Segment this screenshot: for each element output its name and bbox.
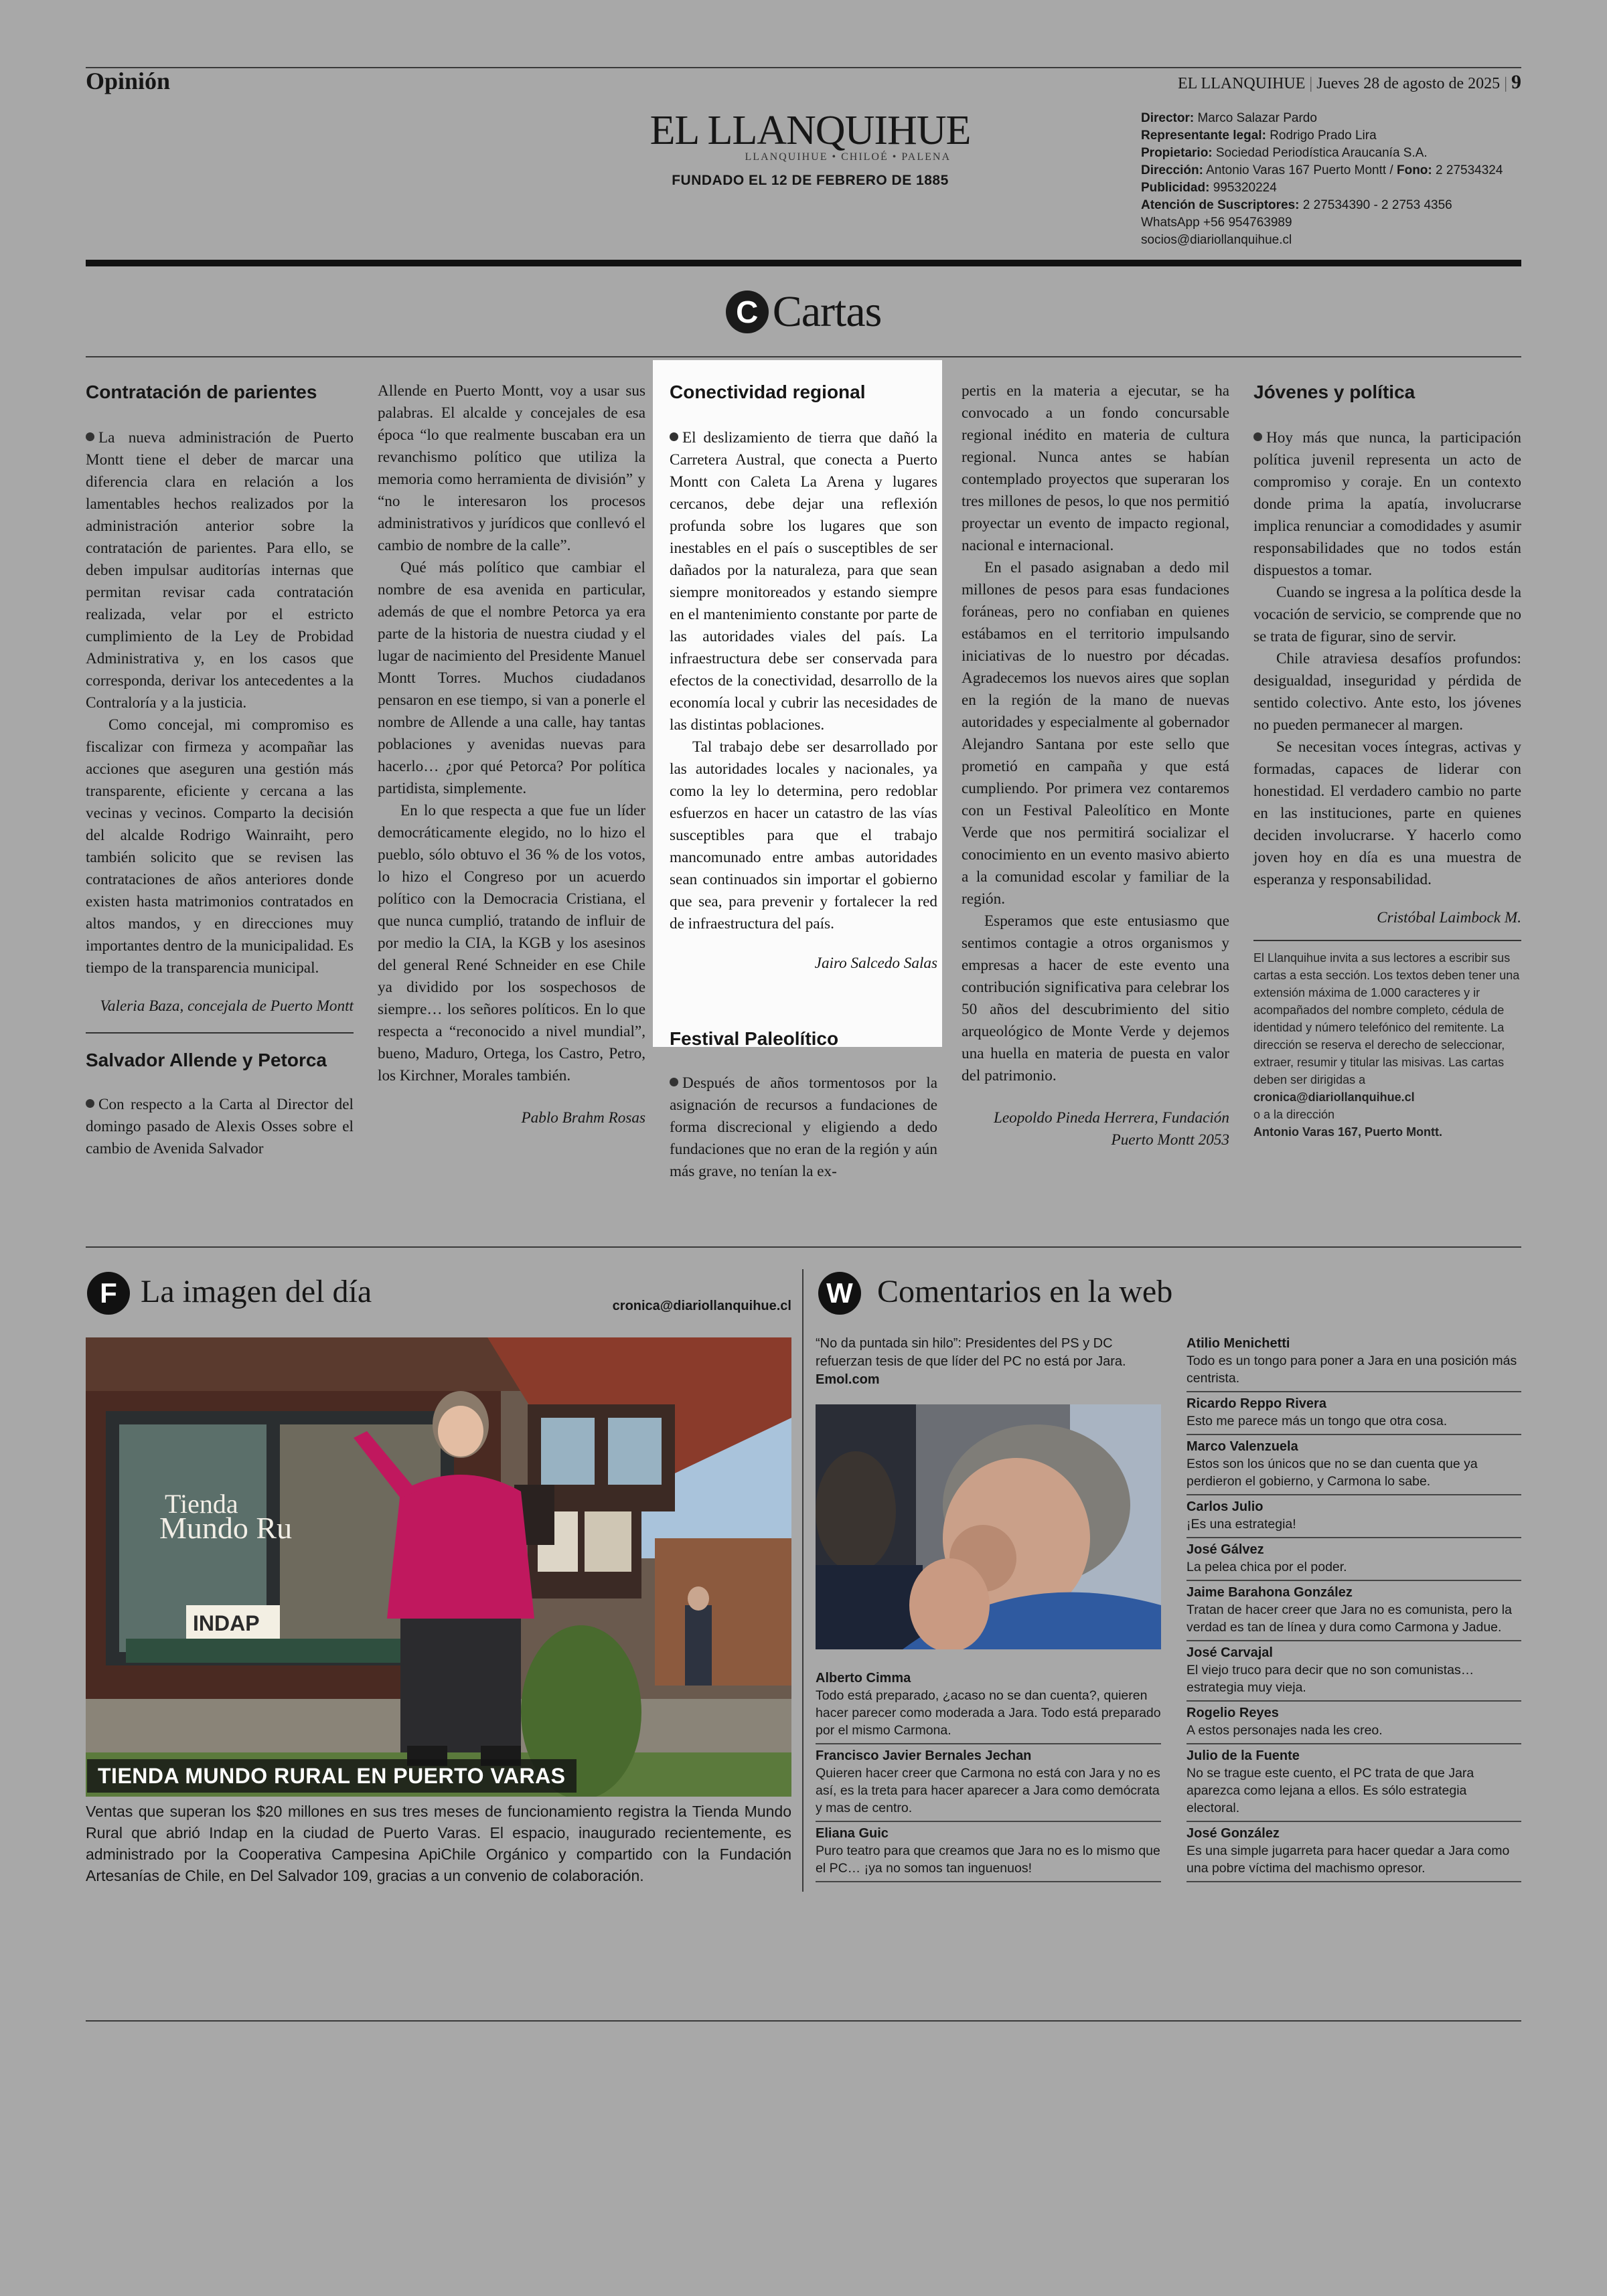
comment-author: Julio de la Fuente (1187, 1748, 1300, 1763)
comment-item (1187, 1495, 1521, 1538)
cartas-header (0, 286, 1607, 337)
letter-title: Conectividad regional (670, 382, 866, 402)
divider (1253, 940, 1521, 941)
comment-author: Jaime Barahona González (1187, 1585, 1353, 1600)
comment-author: Rogelio Reyes (1187, 1706, 1279, 1720)
credit-email[interactable]: socios@diariollanquihue.cl (1141, 233, 1292, 247)
comment-text: Es una simple jugarreta para hacer quedar a Jara como una pobre víctima del machismo opresor. (1187, 1843, 1510, 1876)
letter-paragraph: Tal trabajo debe ser desarrollado por las autoridades locales y nacionales, ya como la ley lo determina, pero redoblar esfuerzos en hacer un catastro de las vías susceptibles para que el trabajo mancomunado entre ambas autoridades sean continuados sin importar el gobierno que sea, para prevenir y fortalecer la red de infraestructura del país. (670, 738, 937, 932)
page-info: EL LLANQUIHUE | Jueves 28 de agosto de 2025 | 9 (1178, 71, 1521, 93)
comment-author: Atilio Menichetti (1187, 1336, 1290, 1351)
submission-or: o a la dirección (1253, 1108, 1335, 1121)
storefront-text: INDAP (193, 1611, 260, 1635)
section-rule (86, 1246, 1521, 1248)
letter-paragraph: El deslizamiento de tierra que dañó la Carretera Austral, que conecta a Puerto Montt con Caleta La Arena y lugares cercanos, debe dejar una reflexión profunda sobre los lugares que son inestables en el país o susceptibles de ser dañados por la naturaleza, para que sean siempre monitoreados y estando siempre en el mantenimiento constante por parte de las autoridades viales del país. La infraestructura debe ser conservada para efectos de la conectividad, desarrollo de la economía local y cubrir las necesidades de las distintas poblaciones. (670, 429, 937, 734)
bullet-icon (86, 1099, 94, 1108)
comment-text: A estos personajes nada les creo. (1187, 1723, 1383, 1738)
credit-row: Representante legal: Rodrigo Prado Lira (1141, 129, 1377, 143)
letter-signature: Pablo Brahm Rosas (521, 1109, 645, 1127)
divider (86, 1032, 354, 1034)
comment-author: Marco Valenzuela (1187, 1439, 1298, 1454)
photo-title: TIENDA MUNDO RURAL EN PUERTO VARAS (87, 1759, 577, 1793)
letter-paragraph: La nueva administración de Puerto Montt tiene el deber de marcar una diferencia clara en relación a los lamentables hechos realizados por la administración anterior sobre la contratación de parientes. Para ello, se deben impulsar auditorías internas que permitan revisar cada contratación realizada, velar por el estricto cumplimiento de la Ley de Probidad Administrativa y, en los casos que corresponda, derivar los antecedentes a la Contraloría y a la justicia. (86, 429, 354, 712)
letter-signature: Valeria Baza, concejala de Puerto Montt (100, 997, 354, 1015)
letter-paragraph: Esperamos que este entusiasmo que sentimos contagie a otros organismos y empresas a hacer de este evento una contribución significativa para celebrar los 50 años del descubrimiento del sitio arqueológico de Monte Verde y dejemos una huella en materia de puesta en valor del patrimonio. (962, 912, 1229, 1084)
letter-paragraph: Como concejal, mi compromiso es fiscalizar con firmeza y acompañar las acciones que aseguren una gestión más transparente, eficiente y cercana a las vecinas y vecinos. Comparto la decisión del alcalde Rodrigo Wainraiht, pero también solicito que se revisen las contrataciones de años anteriores donde existen hasta matrimonios contratados en altos mandos, y en direcciones muy importantes dentro de la municipalidad. Es tiempo de la transparencia municipal. (86, 716, 354, 977)
storefront-text: Mundo Ru (159, 1511, 293, 1545)
top-rule (86, 67, 1521, 68)
letter-title: Festival Paleolítico (670, 1028, 839, 1049)
submission-note (1253, 949, 1521, 1141)
credit-row: WhatsApp +56 954763989 (1141, 216, 1292, 230)
comment-text: Puro teatro para que creamos que Jara no es lo mismo que el PC… ¡ya no somos tan inguenuos! (816, 1843, 1160, 1876)
comment-author: Francisco Javier Bernales Jechan (816, 1748, 1032, 1763)
comment-item (816, 1744, 1161, 1822)
comment-author: José Carvajal (1187, 1645, 1273, 1660)
comment-text: Todo está preparado, ¿acaso no se dan cuenta?, quieren hacer parecer como moderada a Jara. Todo está preparado por el mismo Carmona. (816, 1688, 1161, 1738)
comment-text: ¡Es una estrategia! (1187, 1517, 1296, 1532)
comment-item (1187, 1744, 1521, 1822)
web-lead-source[interactable]: Emol.com (816, 1372, 880, 1387)
web-lead (816, 1335, 1150, 1389)
web-lead-text: “No da puntada sin hilo”: Presidentes del PS y DC refuerzan tesis de que líder del PC no está por Jara. (816, 1336, 1126, 1369)
letter-paragraph: pertis en la materia a ejecutar, se ha convocado a un fondo concursable regional inédito en materia de cultura regional. Nunca antes se habían contemplado proyectos que superaran los tres millones de pesos, lo que nos permitió proyectar un evento de impacto regional, nacional e internacional. (962, 382, 1229, 554)
submission-email[interactable]: cronica@diariollanquihue.cl (1253, 1090, 1415, 1104)
comment-text: Estos son los únicos que no se dan cuenta que ya perdieron el gobierno, y Carmona lo sabe. (1187, 1457, 1478, 1489)
storefront-text: Tienda (165, 1489, 238, 1519)
comment-item (1187, 1332, 1521, 1392)
comment-author: Ricardo Reppo Rivera (1187, 1396, 1326, 1411)
comment-item (1187, 1581, 1521, 1641)
bullet-icon (670, 1078, 678, 1086)
letter-title: Jóvenes y política (1253, 382, 1415, 402)
masthead-regions: LLANQUIHUE • CHILOÉ • PALENA (745, 151, 951, 163)
comment-text: La pelea chica por el poder. (1187, 1560, 1347, 1574)
letter-title: Salvador Allende y Petorca (86, 1050, 327, 1070)
cartas-icon: C (726, 291, 769, 333)
column-1 (86, 375, 354, 1160)
politician-illustration (816, 1404, 1161, 1649)
masthead-logo: EL LLANQUIHUE (649, 108, 971, 153)
bullet-icon (1253, 432, 1262, 441)
web-title: Comentarios en la web (877, 1274, 1173, 1309)
paper-name: EL LLANQUIHUE (1178, 75, 1306, 92)
page-date: Jueves 28 de agosto de 2025 (1316, 75, 1501, 92)
letter-paragraph: En el pasado asignaban a dedo mil millones de pesos para esas fundaciones foráneas, pero no confiaban en quienes estábamos en el territorio impulsando iniciativas de lo nuestro por décadas. Agradecemos los nuevos aires que soplan en la región de la mano de nuevas autoridades y especialmente al gobernador Alejandro Santana por este sello que prometió en campaña y que está cumpliendo. Por primera vez contaremos con un Festival Paleolítico en Monte Verde que nos permitirá socializar el conocimiento en un evento masivo abierto a la comunidad escolar y familiar de la región. (962, 559, 1229, 908)
cartas-rule (86, 356, 1521, 357)
comment-text: Todo es un tongo para poner a Jara en una posición más centrista. (1187, 1354, 1517, 1386)
comment-item (1187, 1392, 1521, 1435)
imagen-icon: F (87, 1272, 130, 1315)
comment-author: Alberto Cimma (816, 1671, 911, 1686)
submission-address: Antonio Varas 167, Puerto Montt. (1253, 1125, 1443, 1139)
cartas-title: Cartas (772, 287, 882, 336)
letter-paragraph: Chile atraviesa desafíos profundos: desigualdad, inseguridad y pérdida de sentido colectivo. Ante esto, los jóvenes no pueden permanecer al margen. (1253, 650, 1521, 734)
comment-author: Eliana Guic (816, 1826, 889, 1841)
letter-signature: Jairo Salcedo Salas (814, 955, 937, 972)
column-2 (378, 380, 645, 1129)
comment-item (1187, 1702, 1521, 1744)
comment-author: José Gálvez (1187, 1542, 1264, 1557)
comment-item (816, 1667, 1161, 1744)
masthead-founded: FUNDADO EL 12 DE FEBRERO DE 1885 (672, 173, 949, 188)
page-number: 9 (1511, 71, 1521, 93)
comments-right (1187, 1332, 1521, 1882)
letter-signature: Leopoldo Pineda Herrera, Fundación Puerto Montt 2053 (993, 1109, 1229, 1149)
comment-text: Esto me parece más un tongo que otra cosa. (1187, 1414, 1448, 1428)
letter-paragraph: Se necesitan voces íntegras, activas y formadas, capaces de liderar con honestidad. El verdadero cambio no parte en las instituciones, parte en quienes deciden involucrarse. Y hacerlo como joven hoy en día es una muestra de esperanza y responsabilidad. (1253, 738, 1521, 888)
bullet-icon (670, 432, 678, 441)
column-divider (802, 1269, 804, 1892)
letter-paragraph: Qué más político que cambiar el nombre de esa avenida en particular, además de que el nombre Petorca ya era parte de la historia de nuestra ciudad y el lugar de nacimiento del Presidente Manuel Montt Torres. Muchos ciudadanos pensaron en ese tiempo, si van a ponerle el nombre de Allende a una calle, hay tantas poblaciones y avenidas nuevas para hacerlo… ¿por qué Petorca? Por política partidista, simplemente. (378, 559, 645, 797)
photo-politician (816, 1404, 1161, 1649)
column-3 (670, 375, 937, 1183)
comment-author: Carlos Julio (1187, 1499, 1264, 1514)
imagen-title: La imagen del día (141, 1274, 372, 1309)
credit-row: Atención de Suscriptores: 2 27534390 - 2 2753 4356 (1141, 198, 1452, 212)
letter-paragraph: Allende en Puerto Montt, voy a usar sus palabras. El alcalde y concejales de esa época “lo que realmente buscaban era un revanchismo político que utiliza la memoria como herramienta de división” y “no le interesaron los procesos administrativos y jurídicos que conllevó el cambio de nombre de la calle”. (378, 382, 645, 554)
letter-paragraph: Después de años tormentosos por la asignación de recursos a fundaciones de forma discrecional y eligiendo a dedo fundaciones que no eran de la región y aún más grave, no tenían la ex- (670, 1074, 937, 1180)
bullet-icon (86, 432, 94, 441)
comment-author: José González (1187, 1826, 1280, 1841)
photo-tienda (86, 1337, 791, 1797)
column-4 (962, 380, 1229, 1151)
masthead-bar (86, 260, 1521, 266)
credit-row: Director: Marco Salazar Pardo (1141, 111, 1317, 125)
comment-item (1187, 1641, 1521, 1702)
comment-item (1187, 1822, 1521, 1882)
submission-text: El Llanquihue invita a sus lectores a escribir sus cartas a esta sección. Los textos deben tener una extensión máxima de 1.000 caracteres y ir acompañados del nombre completo, cédula de identidad y número telefónico del remitente. La dirección se reserva el derecho de seleccionar, extraer, resumir y titular las misivas. Las cartas deben ser dirigidas a (1253, 951, 1520, 1086)
letter-paragraph: En lo que respecta a que fue un líder democráticamente elegido, no lo hizo el pueblo, sólo obtuvo el 36 % de los votos, lo hizo el Congreso por un acuerdo político con la Democracia Cristiana, el que nunca cumplió, tratando de influir de por medio la CIA, la KGB y los asesinos del general René Schneider en ese Chile ya dividido por los sospechosos de siempre… los señores políticos. En lo que respecta a “reconocido a nivel mundial”, bueno, Maduro, Ortega, los Castro, Petro, los Kirchner, Morales también. (378, 802, 645, 1084)
comment-item (816, 1822, 1161, 1882)
spacer (670, 975, 937, 1021)
column-5 (1253, 375, 1521, 1141)
bottom-rule (86, 2020, 1521, 2022)
comment-item (1187, 1435, 1521, 1495)
imagen-email[interactable]: cronica@diariollanquihue.cl (612, 1299, 791, 1313)
comment-text: Quieren hacer creer que Carmona no está con Jara y no es así, es la treta para hacer aparecer a Jara como demócrata y mas de centro. (816, 1766, 1160, 1815)
comment-item (1187, 1538, 1521, 1581)
letter-signature: Cristóbal Laimbock M. (1377, 909, 1521, 926)
letter-title: Contratación de parientes (86, 382, 317, 402)
letter-paragraph: Cuando se ingresa a la política desde la vocación de servicio, se comprende que no se trata de figurar, sino de servir. (1253, 584, 1521, 645)
credits-box (1141, 110, 1529, 249)
photo-illustration (86, 1337, 791, 1797)
comment-text: No se trague este cuento, el PC trata de que Jara aparezca como lejana a ellos. Es sólo estrategia electoral. (1187, 1766, 1474, 1815)
credit-row: Propietario: Sociedad Periodística Araucanía S.A. (1141, 146, 1428, 160)
comments-left (816, 1667, 1161, 1882)
masthead (643, 107, 978, 189)
photo-caption: Ventas que superan los $20 millones en sus tres meses de funcionamiento registra la Tienda Mundo Rural que abrió Indap en la ciudad de Puerto Varas. El espacio, inaugurado recientemente, es administrado por la Cooperativa Campesina ApiChile Orgánico y compartido con la Fundación Artesanías de Chile, en Del Salvador 109, gracias a un convenio de colaboración. (86, 1803, 791, 1884)
letter-paragraph: Hoy más que nunca, la participación política juvenil representa un acto de compromiso y coraje. En un contexto donde prima la apatía, involucrarse implica renunciar a comodidades y asumir responsabilidades que no todos están dispuestos a tomar. (1253, 429, 1521, 579)
web-icon: W (818, 1272, 861, 1315)
comment-text: El viejo truco para decir que no son comunistas… estrategia muy vieja. (1187, 1663, 1474, 1695)
section-label: Opinión (86, 68, 171, 94)
credit-row: Publicidad: 995320224 (1141, 181, 1277, 195)
letter-paragraph: Con respecto a la Carta al Director del domingo pasado de Alexis Osses sobre el cambio de Avenida Salvador (86, 1096, 354, 1157)
comment-text: Tratan de hacer creer que Jara no es comunista, pero la verdad es tan de línea y dura como Carmona y Jadue. (1187, 1603, 1512, 1635)
credit-row: Dirección: Antonio Varas 167 Puerto Montt / Fono: 2 27534324 (1141, 163, 1503, 177)
